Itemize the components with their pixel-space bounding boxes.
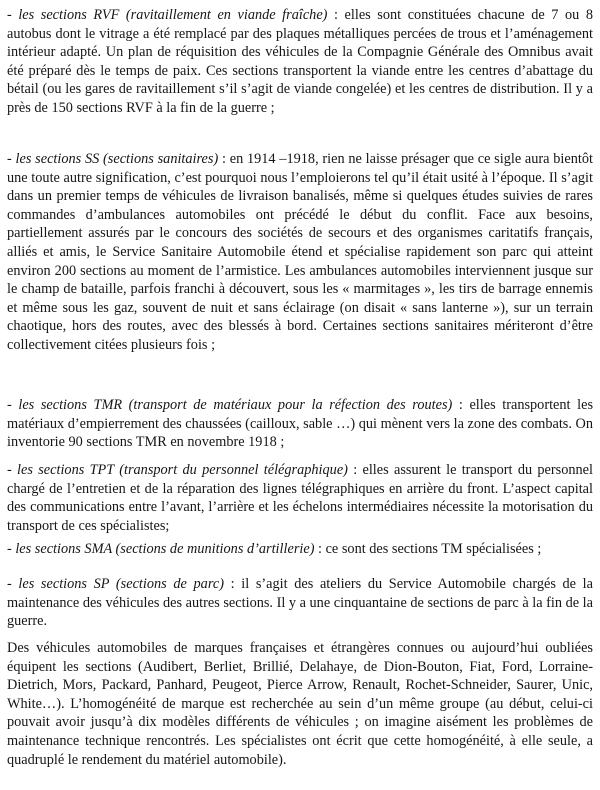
paragraph-body: : elles sont constituées chacune de 7 ou 8 autobus dont le vitrage a été remplacé par des plaques métalliques percées de trous et l’aménagement intérieur adapté. Un plan de réquisition des véhicules de la Compagnie Générale des Omnibus avait été préparé dès le temps de paix. Ces sections transportent la viande entre les centres d’abattage du bétail (ou les gares de ravitaillement s’il s’agit de viande congelée) et les centres de distribution. Il y a près de 150 sections RVF à la fin de la guerre ; xyxy=(7,7,593,116)
paragraph-body: : elles transportent les matériaux d’empierrement des chaussées (cailloux, sable …) qui mènent vers la zone des combats. On inventorie 90 sections TMR en novembre 1918 ; xyxy=(7,397,594,451)
paragraph-body: : elles assurent le transport du personnel chargé de l’entretien et de la réparation des lignes télégraphiques en arrière du front. L’aspect capital des communications entre l’avant, l’arrière et les échelons intermédiaires nécessite la motorisation du transport de ces spécialistes; xyxy=(7,462,593,534)
paragraph-vehicle-brands xyxy=(7,639,593,769)
paragraph-body: Des véhicules automobiles de marques françaises et étrangères connues ou aujourd’hui oubliées équipent les sections (Audibert, Berliet, Brillié, Delahaye, de Dion-Bouton, Fiat, Ford, Lorraine-Dietrich, Mors, Packard, Panhard, Peugeot, Pierce Arrow, Renault, Rochet-Schneider, Saurer, Unic, White…). L’homogénéité de marque est recherchée au sein d’un même groupe (au début, celui-ci pouvait avoir jusqu’à dix modèles différents de véhicules ; on imagine aisément les problèmes de maintenance technique rencontrés. Les spécialistes ont écrit que cette homogénéité, à elle seule, a quadruplé le rendement du matériel automobile). xyxy=(7,640,593,768)
paragraph-lead: - les sections TMR (transport de matériaux pour la réfection des routes) xyxy=(7,397,453,413)
paragraph-lead: - les sections RVF (ravitaillement en viande fraîche) xyxy=(7,7,328,23)
paragraph-body: : il s’agit des ateliers du Service Automobile chargés de la maintenance des véhicules des autres sections. Il y a une cinquantaine de sections de parc à la fin de la guerre. xyxy=(7,576,593,630)
paragraph-lead: - les sections TPT (transport du personnel télégraphique) xyxy=(7,462,348,478)
paragraph-lead: - les sections SP (sections de parc) xyxy=(7,576,224,592)
paragraph-tmr xyxy=(7,396,593,452)
paragraph-lead: - les sections SMA (sections de munitions d’artillerie) xyxy=(7,541,315,557)
paragraph-body: : ce sont des sections TM spécialisées ; xyxy=(314,541,542,557)
paragraph-sma xyxy=(7,540,593,559)
paragraph-tpt xyxy=(7,461,593,535)
paragraph-ss xyxy=(7,150,593,355)
paragraph-sp xyxy=(7,575,593,631)
paragraph-rvf xyxy=(7,6,593,118)
paragraph-body: : en 1914 –1918, rien ne laisse présager que ce sigle aura bientôt une toute autre signification, c’est pourquoi nous l’emploierons tel qu’il était usité à l’époque. Il s’agit dans un premier temps de véhicules de livraison banalisés, même si quelques études suivies de rares commandes d’ambulances automobiles ont précédé le début du conflit. Face aux besoins, partiellement assurés par le concours des sociétés de secours et des organismes caritatifs français, alliés et amis, le Service Sanitaire Automobile étend et spécialise rapidement son parc qui atteint environ 200 sections au moment de l’armistice. Les ambulances automobiles interviennent jusque sur le champ de bataille, parfois franchi à découvert, sous les « marmitages », les tirs de barrage ennemis et même sous les gaz, souvent de nuit et sans éclairage (on disait « sans lanterne »), sur un terrain chaotique, hors des routes, avec des blessés à bord. Certaines sections sanitaires mériteront d’être collectivement citées plusieurs fois ; xyxy=(7,151,593,353)
paragraph-lead: - les sections SS (sections sanitaires) xyxy=(7,151,219,167)
